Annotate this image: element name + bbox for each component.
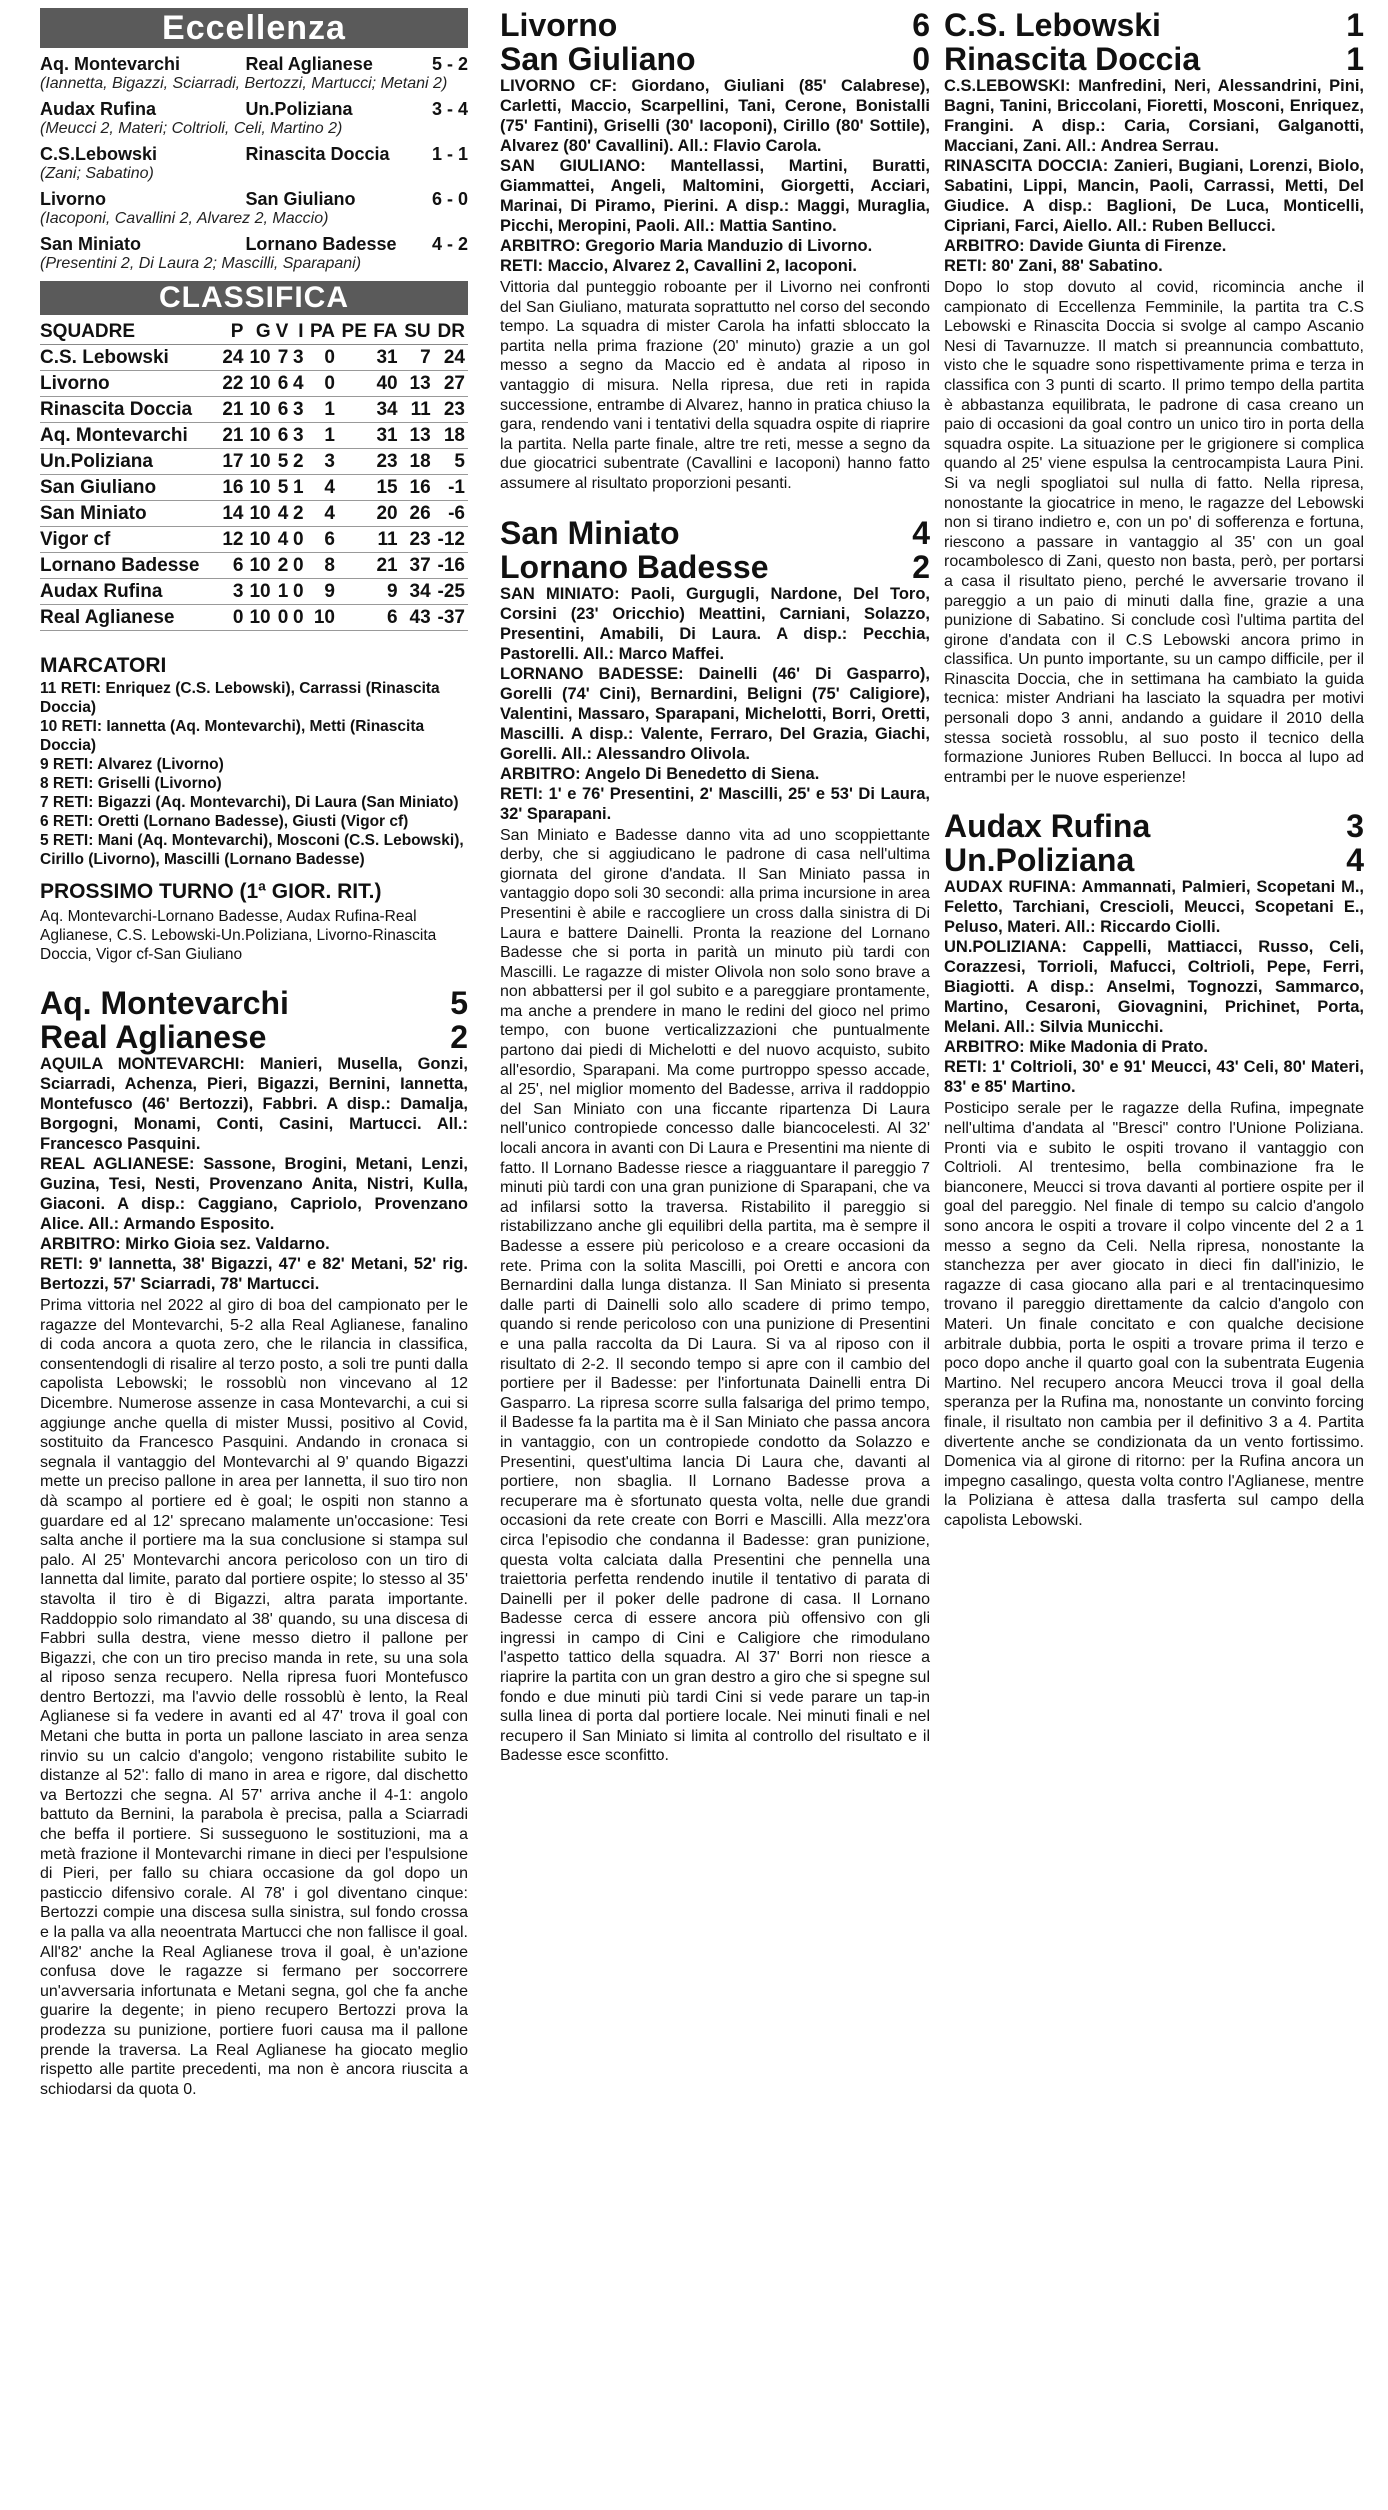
stat-cell: 21 (219, 423, 246, 449)
scorers-list (40, 679, 468, 869)
lineup-away: UN.POLIZIANA: Cappelli, Mattiacci, Russo, Celi, Corazzesi, Torrioli, Mafucci, Coltrioli, Pepe, Ferri, Biagiotti. A disp.: Anselmi, Tognozzi, Sammarco, Martino, Cesaroni, Giovagnini, Prichinet, Porta, Melani. All.: Silvia Municchi. (944, 938, 1364, 1037)
team-name: Audax Rufina (40, 579, 219, 605)
scorer-line: 5 RETI: Mani (Aq. Montevarchi), Mosconi (C.S. Lebowski), Cirillo (Livorno), Mascilli (Lornano Badesse) (40, 832, 464, 868)
next-round-title: PROSSIMO TURNO (1ª GIOR. RIT.) (40, 880, 382, 903)
away-team: Lornano Badesse (245, 234, 397, 254)
away-team: Real Aglianese (245, 54, 373, 74)
stat-cell: 1 (291, 475, 306, 501)
stat-cell: 6 (219, 553, 246, 579)
stat-cell: 10 (246, 345, 273, 371)
stat-cell-empty (338, 371, 370, 397)
article-body: Vittoria dal punteggio roboante per il Livorno nei confronti del San Giuliano, maturata soprattutto nel corso del secondo tempo. La squadra di mister Carola ha infatti sbloccato la partita nella prima frazione (20' minuto) grazie a un gol messo a segno da Maccio ed è andata al riposo in vantaggio di misura. Nella ripresa, due reti in rapida successione, entrambe di Alvarez, hanno in pratica chiuso la gara, rendendo vani i tentativi della squadra ospite di riaprire la partita. Nella parte finale, altre tre reti, messe a segno da due giocatrici subentrate (Cavallini e Iacoponi) hanno fatto assumere al risultato proporzioni pesanti. (500, 279, 930, 492)
stat-cell: 3 (291, 423, 306, 449)
stat-cell: 37 (401, 553, 434, 579)
stat-cell: 5 (434, 449, 468, 475)
stat-cell: 43 (401, 605, 434, 631)
stat-cell-empty (338, 553, 370, 579)
away-team: Rinascita Doccia (245, 144, 390, 164)
stat-cell: 40 (370, 371, 401, 397)
result-row (40, 54, 468, 75)
stat-cell: 6 (370, 605, 401, 631)
result-row (40, 234, 468, 255)
col-header: FA (370, 319, 401, 345)
team-name: San Miniato (500, 514, 680, 551)
stat-cell: 23 (434, 397, 468, 423)
stat-cell: -16 (434, 553, 468, 579)
result-scorers: (Iacoponi, Cavallini 2, Alvarez 2, Maccio) (40, 210, 329, 227)
referee: ARBITRO: Mike Madonia di Prato. (944, 1038, 1209, 1057)
stat-cell: 8 (307, 553, 338, 579)
stat-cell: 15 (370, 475, 401, 501)
score: 3 - 4 (431, 99, 468, 119)
article (500, 8, 930, 494)
standings-header-row (40, 319, 468, 345)
score: 5 - 2 (431, 54, 468, 74)
home-team: Audax Rufina (40, 99, 157, 119)
standings-row (40, 475, 468, 501)
stat-cell: 5 (274, 449, 292, 475)
stat-cell-empty (338, 449, 370, 475)
results-list (40, 54, 468, 273)
scorer-line: 7 RETI: Bigazzi (Aq. Montevarchi), Di Laura (San Miniato) (40, 794, 459, 811)
match-title-away (40, 1020, 468, 1054)
team-name: Audax Rufina (944, 808, 1151, 845)
team-name: Real Aglianese (40, 1019, 267, 1055)
team-name: C.S. Lebowski (944, 7, 1161, 43)
stat-cell: 6 (274, 397, 292, 423)
standings-row (40, 423, 468, 449)
score: 4 - 2 (431, 234, 468, 254)
standings-row (40, 345, 468, 371)
stat-cell: 10 (307, 605, 338, 631)
team-score: 4 (912, 514, 930, 551)
stat-cell: 10 (246, 397, 273, 423)
scorer-line: 11 RETI: Enriquez (C.S. Lebowski), Carrassi (Rinascita Doccia) (40, 680, 440, 716)
stat-cell: 3 (291, 397, 306, 423)
home-team: C.S.Lebowski (40, 144, 158, 164)
stat-cell: 10 (246, 371, 273, 397)
standings-row (40, 371, 468, 397)
scorer-line: 8 RETI: Griselli (Livorno) (40, 775, 222, 792)
article-body: Posticipo serale per le ragazze della Rufina, impegnate nell'ultima d'andata al "Bresci" contro l'Unione Poliziana. Pronti via e subito le ospiti trovano il vantaggio con Coltrioli. Al trentesimo, bella combinazione fra le bianconere, Meucci si trova davanti al portiere ospite per il goal del pareggio. Nel finale di tempo su calcio d'angolo sono ancora le ospiti a trovare il colpo vincente del 2 a 1 messo a segno da Celi. Nella ripresa, nonostante la stanchezza per aver giocato in dieci fin dall'inizio, le ragazze di casa giocano alla pari e al trentacinquesimo trovano il pareggio direttamente da calcio d'angolo con Materi. Un finale concitato e con qualche decisione arbitrale dubbia, porta le ospiti a trovare prima il terzo e poco dopo anche il quarto goal con la subentrata Eugenia Martino. Nel recupero ancora Meucci trova il goal della speranza per la Rufina ma, nonostante un convinto forcing finale, il risultato non cambia per il definitivo 3 a 4. Partita divertente anche se condizionata da un vento fortissimo. Domenica via al girone di ritorno: per la Rufina ancora un impegno casalingo, questa volta contro l'Aglianese, mentre la Poliziana è attesa dalla trasferta sul campo della capolista Lebowski. (944, 1100, 1364, 1529)
team-score: 2 (450, 1019, 468, 1055)
referee: ARBITRO: Gregorio Maria Manduzio di Livorno. (500, 237, 873, 255)
team-name: Real Aglianese (40, 605, 219, 631)
stat-cell: 3 (307, 449, 338, 475)
team-name: Lornano Badesse (40, 553, 219, 579)
stat-cell: 14 (219, 501, 246, 527)
match-title-home (944, 809, 1364, 843)
scorer-line: 6 RETI: Oretti (Lornano Badesse), Giusti (Vigor cf) (40, 813, 409, 830)
stat-cell: 6 (274, 371, 292, 397)
col-header: DR (434, 319, 468, 345)
team-name: C.S. Lebowski (40, 345, 219, 371)
stat-cell-empty (338, 345, 370, 371)
team-name: San Giuliano (500, 41, 696, 77)
stat-cell: 0 (274, 605, 292, 631)
stat-cell: 0 (291, 605, 306, 631)
stat-cell-empty (338, 579, 370, 605)
stat-cell: -37 (434, 605, 468, 631)
team-name: Un.Poliziana (944, 842, 1135, 879)
match-title-home (500, 516, 930, 550)
stat-cell: 6 (307, 527, 338, 553)
col-header: V (274, 319, 292, 345)
stat-cell: -6 (434, 501, 468, 527)
standings-row (40, 605, 468, 631)
result-row (40, 144, 468, 165)
team-name: Livorno (500, 7, 618, 43)
stat-cell: 31 (370, 423, 401, 449)
stat-cell: 4 (291, 371, 306, 397)
stat-cell-empty (338, 397, 370, 423)
referee: ARBITRO: Davide Giunta di Firenze. (944, 237, 1227, 255)
section-header-eccellenza: Eccellenza (40, 8, 468, 48)
team-name: Rinascita Doccia (40, 397, 219, 423)
stat-cell: 0 (307, 371, 338, 397)
standings-row (40, 449, 468, 475)
stat-cell: 24 (219, 345, 246, 371)
stat-cell: 0 (291, 553, 306, 579)
stat-cell: 1 (307, 397, 338, 423)
lineup-away: SAN GIULIANO: Mantellassi, Martini, Buratti, Giammattei, Angeli, Maltomini, Giorgetti, Acciari, Marinai, Di Piramo, Pierini. A disp.: Maggi, Muraglia, Picchi, Meropini, Paoli. All.: Mattia Santino. (500, 157, 930, 235)
column-left (40, 8, 468, 2099)
team-name: San Miniato (40, 501, 219, 527)
lineup-home: AQUILA MONTEVARCHI: Manieri, Musella, Gonzi, Sciarradi, Achenza, Pieri, Bigazzi, Bernini, Iannetta, Montefusco (46' Bertozzi), Fabbri. A disp.: Damalja, Borgogni, Monami, Conti, Casini, Martucci. All.: Francesco Pasquini. (40, 1055, 468, 1153)
stat-cell: 22 (219, 371, 246, 397)
stat-cell: 11 (370, 527, 401, 553)
stat-cell: 0 (307, 345, 338, 371)
stat-cell-empty (338, 475, 370, 501)
stat-cell: 24 (434, 345, 468, 371)
stat-cell: 34 (370, 397, 401, 423)
col-header: I (291, 319, 306, 345)
stat-cell: 9 (307, 579, 338, 605)
stat-cell: 12 (219, 527, 246, 553)
stat-cell: 10 (246, 475, 273, 501)
result-scorers: (Iannetta, Bigazzi, Sciarradi, Bertozzi, Martucci; Metani 2) (40, 75, 448, 92)
article (944, 8, 1364, 787)
referee: ARBITRO: Angelo Di Benedetto di Siena. (500, 764, 820, 783)
result-row (40, 189, 468, 210)
stat-cell: 17 (219, 449, 246, 475)
stat-cell: 34 (401, 579, 434, 605)
team-score: 1 (1346, 7, 1364, 43)
stat-cell: 10 (246, 449, 273, 475)
standings-row (40, 397, 468, 423)
score: 1 - 1 (431, 144, 468, 164)
away-team: Un.Poliziana (245, 99, 353, 119)
stat-cell: 4 (307, 501, 338, 527)
home-team: Livorno (40, 189, 106, 209)
col-header: G (246, 319, 273, 345)
lineup-home: SAN MINIATO: Paoli, Gurgugli, Nardone, Del Toro, Corsini (23' Oricchio) Meattini, Carniani, Solazzo, Presentini, Amabili, Di Laura. A disp.: Pecchia, Pastorelli. All.: Marco Maffei. (500, 584, 930, 663)
team-name: Rinascita Doccia (944, 41, 1201, 77)
stat-cell: 20 (370, 501, 401, 527)
goals: RETI: 80' Zani, 88' Sabatino. (944, 257, 1163, 275)
stat-cell: 9 (370, 579, 401, 605)
section-header-classifica: CLASSIFICA (40, 281, 468, 315)
away-team: San Giuliano (245, 189, 356, 209)
stat-cell: 0 (291, 579, 306, 605)
standings-row (40, 553, 468, 579)
lineup-away: LORNANO BADESSE: Dainelli (46' Di Gasparro), Gorelli (74' Cini), Bernardini, Beligni (75' Caligiore), Valentini, Massaro, Sparapani, Michelotti, Borri, Oretti, Mascilli. A disp.: Valente, Ferraro, Del Grazia, Giachi, Gorelli. All.: Alessandro Olivola. (500, 664, 930, 763)
stat-cell: 13 (401, 423, 434, 449)
goals: RETI: 1' Coltrioli, 30' e 91' Meucci, 43' Celi, 80' Materi, 83' e 85' Martino. (944, 1058, 1364, 1097)
stat-cell: 10 (246, 423, 273, 449)
home-team: Aq. Montevarchi (40, 54, 181, 74)
col-header: PA (307, 319, 338, 345)
next-round-text: Aq. Montevarchi-Lornano Badesse, Audax Rufina-Real Aglianese, C.S. Lebowski-Un.Poliziana, Livorno-Rinascita Doccia, Vigor cf-San Giuliano (40, 908, 437, 963)
team-name: Aq. Montevarchi (40, 985, 289, 1021)
result-scorers: (Zani; Sabatino) (40, 165, 154, 182)
team-name: Vigor cf (40, 527, 219, 553)
stat-cell: 13 (401, 371, 434, 397)
stat-cell: -12 (434, 527, 468, 553)
stat-cell: 27 (434, 371, 468, 397)
stat-cell: 31 (370, 345, 401, 371)
stat-cell: 2 (291, 449, 306, 475)
stat-cell: 3 (291, 345, 306, 371)
stat-cell: -1 (434, 475, 468, 501)
result-row (40, 99, 468, 120)
home-team: San Miniato (40, 234, 142, 254)
lineup-away: RINASCITA DOCCIA: Zanieri, Bugiani, Lorenzi, Biolo, Sabatini, Lippi, Mancin, Paoli, Carrassi, Metti, Del Giudice. A disp.: Baglioni, De Luca, Monticelli, Cipriani, Farci, Aiello. All.: Ruben Bellucci. (944, 157, 1364, 235)
col-header: SQUADRE (40, 319, 219, 345)
stat-cell: 1 (307, 423, 338, 449)
stat-cell: 23 (370, 449, 401, 475)
team-score: 6 (912, 7, 930, 43)
stat-cell: 10 (246, 605, 273, 631)
referee: ARBITRO: Mirko Gioia sez. Valdarno. (40, 1235, 330, 1253)
standings-row (40, 527, 468, 553)
stat-cell: 1 (274, 579, 292, 605)
lineup-home: AUDAX RUFINA: Ammannati, Palmieri, Scopetani M., Feletto, Tarchiani, Crescioli, Meucci, Scopetani E., Peluso, Materi. All.: Riccardo Ciolli. (944, 878, 1364, 937)
column-right (944, 8, 1364, 1531)
stat-cell: 6 (274, 423, 292, 449)
stat-cell: 18 (401, 449, 434, 475)
article (944, 809, 1364, 1530)
team-score: 0 (912, 41, 930, 77)
match-title-home (500, 8, 930, 42)
team-name: Aq. Montevarchi (40, 423, 219, 449)
article (40, 986, 468, 2099)
col-header: PE (338, 319, 370, 345)
scorer-line: 10 RETI: Iannetta (Aq. Montevarchi), Metti (Rinascita Doccia) (40, 718, 425, 754)
stat-cell: 3 (219, 579, 246, 605)
team-score: 1 (1346, 41, 1364, 77)
team-score: 3 (1346, 808, 1364, 845)
stat-cell: 21 (219, 397, 246, 423)
stat-cell: 10 (246, 527, 273, 553)
col-header: P (219, 319, 246, 345)
match-title-away (944, 843, 1364, 877)
stat-cell: 0 (291, 527, 306, 553)
standings-table (40, 319, 468, 631)
stat-cell: 10 (246, 579, 273, 605)
stat-cell: -25 (434, 579, 468, 605)
article-body: Prima vittoria nel 2022 al giro di boa del campionato per le ragazze del Montevarchi, 5-2 alla Real Aglianese, fanalino di coda ancora a quota zero, che le rilancia in classifica, consentendogli di risalire al terzo posto, a soli tre punti dalla capolista Lebowski; le rossoblù non vincevano al 12 Dicembre. Numerose assenze in casa Montevarchi, a cui si aggiunge anche quella di mister Mussi, positivo al Covid, sostituito da Francesco Pasquini. Andando in cronaca si segnala il vantaggio del Montevarchi al 9' quando Bigazzi mette un preciso pallone in area per Iannetta, il suo tiro non dà scampo al portiere ed è goal; le ospiti non stanno a guardare ed al 12' sprecano malamente un'occasione: Tesi salta anche il portiere ma la sua conclusione si stampa sul palo. Al 25' Montevarchi ancora pericoloso con un tiro di Iannetta dal limite, parato dal portiere ospite; lo stesso al 35' stavolta il tiro è di Bigazzi, altra parata importante. Raddoppio solo rimandato al 38' quando, su una discesa di Fabbri sulla destra, viene messo dietro il pallone per Bigazzi, che con un tiro preciso manda in rete, su una sola al riposo senza recupero. Nella ripresa fuori Montefusco dentro Bertozzi, ma l'avvio delle rossoblù è lento, la Real Aglianese si fa vedere in avanti ed al 47' trova il goal con Metani che butta in porta un pallone lasciato in area senza rinvio su un calcio d'angolo; vengono ristabilite subito le distanze al 52': fallo di mano in area e rigore, dal dischetto va Bertozzi che segna. Al 57' arriva anche il 4-1: angolo battuto da Bernini, la parabola è precisa, palla a Sciarradi che beffa il portiere. Si susseguono le sostituzioni, ma a metà frazione il Montevarchi rimane in dieci per l'espulsione di Pieri, per fallo su chiara occasione da gol dopo un pasticcio difensivo corale. Al 78' i gol diventano cinque: Bertozzi compie una discesa sulla sinistra, sul fondo crossa e la palla va alla neoentrata Martucci che non fallisce il goal. All'82' anche la Real Aglianese trova il goal, è un'azione confusa dove le ragazze si fermano per soccorrere un'avversaria infortunata e Metani segna, gol che fa anche guarire la degente; in pieno recupero Bertozzi prova la prodezza su punizione, portiere fuori causa ma il pallone prende la traversa. La Real Aglianese ha giocato meglio rispetto alle partite precedenti, ma non è ancora riuscita a schiodarsi da quota 0. (40, 1297, 468, 2098)
stat-cell: 4 (274, 527, 292, 553)
team-name: Un.Poliziana (40, 449, 219, 475)
col-header: SU (401, 319, 434, 345)
stat-cell: 7 (274, 345, 292, 371)
stat-cell: 16 (401, 475, 434, 501)
stat-cell: 7 (401, 345, 434, 371)
team-name: San Giuliano (40, 475, 219, 501)
stat-cell: 10 (246, 501, 273, 527)
stat-cell: 2 (274, 553, 292, 579)
stat-cell: 26 (401, 501, 434, 527)
stat-cell: 10 (246, 553, 273, 579)
team-score: 5 (450, 985, 468, 1021)
stat-cell: 2 (291, 501, 306, 527)
goals: RETI: 9' Iannetta, 38' Bigazzi, 47' e 82' Metani, 52' rig. Bertozzi, 57' Sciarradi, 78' Martucci. (40, 1255, 468, 1293)
match-title-home (40, 986, 468, 1020)
stat-cell: 23 (401, 527, 434, 553)
stat-cell-empty (338, 605, 370, 631)
stat-cell-empty (338, 527, 370, 553)
article-body: San Miniato e Badesse danno vita ad uno scoppiettante derby, che si aggiudicano le padrone di casa nell'ultima giornata del girone d'andata. Il San Miniato passa in vantaggio dopo soli 30 secondi: alla prima incursione in area Presentini è abile e raccogliere un cross dalla sinistra di Di Laura e battere Dainelli. Pronta la reazione del Lornano Badesse che si porta in parità un minuto più tardi con Mascilli. Le ragazze di mister Olivola non solo sono brave a non abbattersi per il gol subito e a pareggiare prontamente, ma anche a prendere in mano le redini del gioco nel primo tempo, con buone verticalizzazioni che puntualmente partono dai piedi di Michelotti e del nuovo acquisto, subito all'esordio, Sparapani. Ma come purtroppo spesso accade, al 25', nel miglior momento del Badesse, arriva il raddoppio del San Miniato con una ficcante ripartenza Di Laura nell'unico contropiede concesso dalle biancocelesti. Al 32' locali ancora in avanti con Di Laura e Presentini ma niente di fatto. Il Lornano Badesse riesce a riagguantare il pareggio 7 minuti più tardi con una gran punizione di Sparapani, che va ad infilarsi sotto la traversa. Ristabilito il pareggio si ristabilizzano anche gli equilibri della partita, ma è sempre il Badesse a essere più pericoloso e a creare occasioni da rete. Prima con la solita Mascilli, poi Oretti e ancora con Bernardini dalla lunga distanza. Il San Miniato si presenta dalle parti di Dainelli solo allo scadere di primo tempo, quando si rende pericoloso con una punizione di Presentini e una palla raccolta da Di Laura. Si va al riposo con il risultato di 2-2. Il secondo tempo si apre con il cambio del portiere per il Badesse: per l'infortunata Dainelli entra Di Gasparro. La ripresa scorre sulla falsariga del primo tempo, il Badesse fa la partita ma è il San Miniato che passa ancora in vantaggio, con un contropiede condotto da Solazzo e Presentini, quest'ultima lancia Di Laura che, davanti al portiere, non sbaglia. Il Lornano Badesse prova a recuperare ma è sfortunato questa volta, nelle due grandi occasioni da rete create con Borri e Mascilli. Alla mezz'ora circa l'episodio che condanna il Badesse: gran punizione, questa volta calciata dalla Presentini che pennella una traiettoria perfetta rendendo inutile il tentativo di parata di Dainelli per il poker delle padrone di casa. Il Lornano Badesse cerca di essere ancora più offensivo con gli ingressi in campo di Cini e Caligiore che rimodulano l'aspetto tattico della squadra. Al 37' Borri non riesce a riaprire la partita con un gran destro a giro che si spegne sul fondo e due minuti più tardi Cini si vede parare un tap-in sulla linea di porta dal portiere locale. Nei minuti finali e nel recupero il San Miniato si limita al controllo del risultato e il Badesse esce sconfitto. (500, 826, 930, 1765)
standings-row (40, 579, 468, 605)
stat-cell: 0 (219, 605, 246, 631)
team-name: Lornano Badesse (500, 548, 769, 585)
match-title-away (500, 42, 930, 76)
scorer-line: 9 RETI: Alvarez (Livorno) (40, 756, 224, 773)
article-body: Dopo lo stop dovuto al covid, ricomincia anche il campionato di Eccellenza Femminile, la partita tra C.S Lebowski e Rinascita Doccia si svolge al campo Ascanio Nesi di Tavarnuzze. Il match si preannuncia combattuto, visto che le squadre sono rispettivamente prima e terza in classifica con 3 punti di scarto. Il primo tempo della partita è abbastanza equilibrata, le padrone di casa creano un paio di occasioni da goal contro un unico tiro in porta della squadra ospite. La situazione per le grigionere si complica quando al 25' viene espulsa la centrocampista Laura Pini. Si va negli spogliatoi sul nulla di fatto. Nella ripresa, nonostante la giocatrice in meno, le ragazze del Lebowski non si tirano indietro e, con un po' di sofferenza e fortuna, riescono a passare in vantaggio al 35' con un goal rocambolesco di Zani, questo non basta, però, per portarsi a casa il risultato pieno, perché le avversarie trovano il pareggio a un paio di minuti dalla fine, grazie a una punizione di Sabatino. Si conclude così l'ultima partita del girone d'andata con il C.S Lebowski ancora primo in classifica. Un punto importante, su un campo difficile, per il Rinascita Doccia, che in settimana ha cambiato la guida tecnica: mister Andriani ha lasciato la squadra per motivi personali dopo 3 anni, andando a guidare il 2010 della stessa società rossoblu, al suo posto il tecnico della formazione Juniores Ruben Bellucci. In bocca al lupo ad entrambi per le nuove esperienze! (944, 279, 1364, 786)
goals: RETI: 1' e 76' Presentini, 2' Mascilli, 25' e 53' Di Laura, 32' Sparapani. (500, 784, 930, 823)
goals: RETI: Maccio, Alvarez 2, Cavallini 2, Iacoponi. (500, 257, 857, 275)
scorers-title: MARCATORI (40, 654, 167, 677)
lineup-away: REAL AGLIANESE: Sassone, Brogini, Metani, Lenzi, Guzina, Tesi, Nesti, Provenzano Anita, Nistri, Kulla, Giaconi. A disp.: Caggiano, Capriolo, Provenzano Alice. All.: Armando Esposito. (40, 1155, 468, 1233)
team-score: 2 (912, 548, 930, 585)
lineup-home: C.S.LEBOWSKI: Manfredini, Neri, Alessandrini, Pini, Bagni, Tanini, Briccolani, Fioretti, Mosconi, Enriquez, Frangini. A disp.: Caria, Corsiani, Galganotti, Macciani, Zani. All.: Andrea Serrau. (944, 77, 1364, 155)
result-scorers: (Meucci 2, Materi; Coltrioli, Celi, Martino 2) (40, 120, 343, 137)
column-middle (500, 8, 930, 1766)
result-scorers: (Presentini 2, Di Laura 2; Mascilli, Sparapani) (40, 255, 362, 272)
stat-cell: 18 (434, 423, 468, 449)
stat-cell: 5 (274, 475, 292, 501)
stat-cell: 16 (219, 475, 246, 501)
stat-cell: 11 (401, 397, 434, 423)
match-title-away (944, 42, 1364, 76)
standings-row (40, 501, 468, 527)
stat-cell-empty (338, 501, 370, 527)
stat-cell-empty (338, 423, 370, 449)
lineup-home: LIVORNO CF: Giordano, Giuliani (85' Calabrese), Carletti, Maccio, Scarpellini, Tani, Cerone, Bonistalli (75' Fantini), Griselli (30' Iacoponi), Cirillo (80' Sottile), Alvarez (80' Cavallini). All.: Flavio Carola. (500, 77, 930, 155)
team-score: 4 (1346, 842, 1364, 879)
score: 6 - 0 (431, 189, 468, 209)
stat-cell: 21 (370, 553, 401, 579)
match-title-away (500, 550, 930, 584)
match-title-home (944, 8, 1364, 42)
team-name: Livorno (40, 371, 219, 397)
article (500, 516, 930, 1767)
stat-cell: 4 (307, 475, 338, 501)
stat-cell: 4 (274, 501, 292, 527)
